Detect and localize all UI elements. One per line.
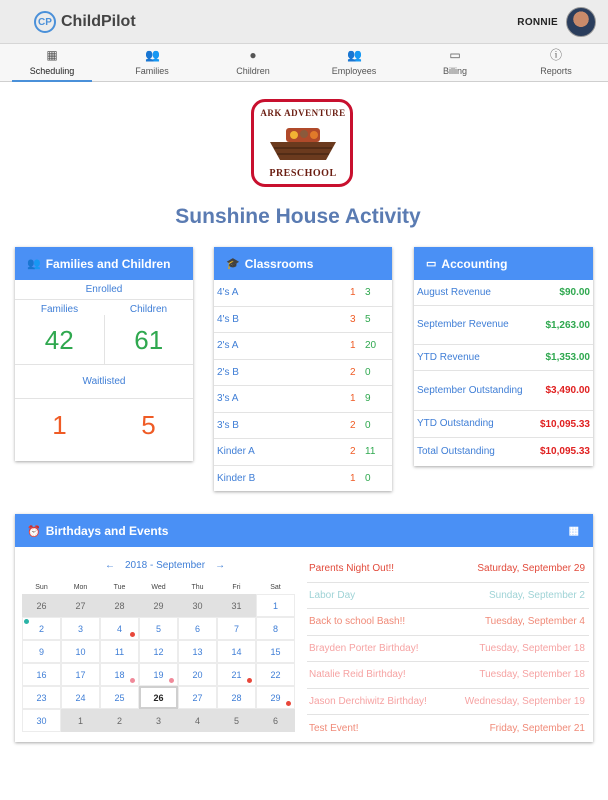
calendar-day-number: 5	[233, 715, 239, 726]
calendar-day[interactable]	[217, 663, 256, 686]
classroom-row[interactable]	[214, 333, 392, 360]
accounting-value: $10,095.33	[539, 446, 590, 457]
birthdays-events-card	[15, 514, 593, 742]
calendar-day[interactable]	[61, 686, 100, 709]
calendar-day-number: 24	[75, 692, 86, 703]
classroom-name[interactable]: 4's B	[217, 313, 239, 325]
event-row[interactable]	[307, 609, 589, 636]
event-row[interactable]	[307, 662, 589, 689]
waitlisted-children-count[interactable]: 5	[141, 410, 156, 440]
calendar-day-number: 23	[36, 692, 47, 703]
nav-families[interactable]	[102, 44, 202, 82]
calendar-day[interactable]	[22, 617, 61, 640]
classrooms-card-header	[214, 247, 392, 280]
calendar-day[interactable]	[178, 709, 217, 732]
calendar-day[interactable]	[256, 617, 295, 640]
calendar-day-number: 20	[192, 669, 203, 680]
accounting-row[interactable]	[414, 280, 593, 306]
prev-month-icon[interactable]: ←	[105, 560, 115, 571]
calendar-day-number: 18	[114, 669, 125, 680]
accounting-value: $1,263.00	[545, 319, 590, 331]
calendar-day-number: 5	[155, 623, 161, 634]
calendar-day-number: 19	[153, 669, 164, 680]
calendar-day[interactable]	[139, 709, 178, 732]
nav-employees[interactable]	[304, 44, 404, 82]
calendar-day[interactable]	[22, 594, 61, 617]
calendar-day-number: 1	[77, 715, 83, 726]
accounting-card-title: Accounting	[441, 256, 508, 271]
classroom-row[interactable]	[214, 280, 392, 307]
classroom-name[interactable]: Kinder A	[217, 446, 255, 458]
calendar-day-number: 15	[270, 646, 281, 657]
nav-label: Scheduling	[29, 66, 75, 76]
calendar-day-number: 25	[114, 692, 125, 703]
ark-icon	[266, 124, 340, 164]
event-row[interactable]	[307, 715, 589, 742]
top-bar	[0, 0, 608, 44]
calendar	[22, 580, 295, 732]
event-name: Brayden Porter Birthday!	[309, 642, 419, 654]
event-date: Tuesday, September 18	[479, 642, 585, 654]
event-name: Test Event!	[309, 722, 359, 734]
nav-label: Employees	[331, 66, 377, 76]
accounting-card-header	[414, 247, 593, 280]
accounting-label[interactable]: YTD Outstanding	[417, 418, 494, 429]
calendar-day[interactable]	[22, 640, 61, 663]
calendar-day[interactable]	[178, 663, 217, 686]
calendar-day-number: 10	[75, 646, 86, 657]
weekday-label: Wed	[151, 583, 166, 591]
classroom-name[interactable]: 2's B	[217, 366, 239, 378]
money-icon: ▭	[449, 48, 461, 62]
calendar-day-number: 16	[36, 669, 47, 680]
event-row[interactable]	[307, 689, 589, 716]
calendar-day-number: 28	[231, 692, 242, 703]
event-dot	[286, 701, 291, 706]
calendar-icon[interactable]: ▦	[568, 525, 579, 537]
calendar-day-today[interactable]	[139, 686, 178, 709]
calendar-day-number: 27	[75, 600, 86, 611]
classroom-count-b: 0	[365, 366, 371, 378]
calendar-day[interactable]	[178, 686, 217, 709]
event-dot	[247, 678, 252, 683]
accounting-row[interactable]	[414, 306, 593, 345]
classroom-name[interactable]: 4's A	[217, 287, 239, 299]
families-children-card	[15, 247, 193, 461]
calendar-day-number: 28	[114, 600, 125, 611]
accounting-value: $1,353.00	[545, 352, 590, 363]
event-row[interactable]	[307, 583, 589, 610]
calendar-day[interactable]	[61, 663, 100, 686]
calendar-day[interactable]	[256, 640, 295, 663]
calendar-day-number: 13	[192, 646, 203, 657]
user-menu[interactable]	[517, 7, 596, 37]
nav-label: Reports	[540, 66, 572, 76]
accounting-label[interactable]: Total Outstanding	[417, 445, 495, 457]
classroom-name[interactable]: Kinder B	[217, 473, 256, 485]
waitlisted-families-count[interactable]: 1	[52, 410, 67, 440]
event-name: Jason Derchiwitz Birthday!	[309, 695, 427, 707]
school-logo-bottom-text: PRESCHOOL	[269, 168, 337, 179]
calendar-day[interactable]	[178, 640, 217, 663]
calendar-month-label: 2018 - September	[125, 560, 206, 571]
classroom-count-b: 5	[365, 313, 371, 325]
accounting-label[interactable]: September Outstanding	[417, 384, 523, 396]
event-date: Friday, September 21	[489, 722, 585, 734]
nav-label: Families	[135, 66, 169, 76]
families-label: Families	[40, 304, 79, 315]
accounting-row[interactable]	[414, 438, 593, 465]
event-name: Natalie Reid Birthday!	[309, 669, 406, 681]
calendar-day-number: 3	[155, 715, 161, 726]
event-row[interactable]	[307, 556, 589, 583]
classroom-row[interactable]	[214, 386, 392, 413]
user-name: RONNIE	[517, 16, 558, 28]
calendar-day-number: 9	[38, 646, 44, 657]
event-dot	[130, 678, 135, 683]
classroom-count-a: 1	[350, 340, 356, 352]
calendar-day[interactable]	[178, 617, 217, 640]
calendar-day-number: 29	[270, 692, 281, 703]
calendar-day[interactable]	[139, 640, 178, 663]
calendar-day[interactable]	[217, 709, 256, 732]
nav-label: Billing	[442, 66, 467, 76]
classroom-count-a: 2	[350, 366, 356, 378]
event-name: Labor Day	[309, 589, 356, 601]
nav-scheduling[interactable]	[2, 44, 102, 82]
weekday-label: Thu	[191, 583, 204, 591]
calendar-day[interactable]	[256, 594, 295, 617]
classroom-count-a: 3	[350, 313, 356, 325]
families-card-title: Families and Children	[45, 256, 171, 271]
event-dot	[169, 678, 174, 683]
accounting-value: $90.00	[559, 287, 590, 298]
calendar-day-number: 3	[77, 623, 83, 634]
classroom-name[interactable]: 3's B	[217, 419, 239, 431]
children-label: Children	[129, 304, 168, 315]
calendar-day-number: 2	[38, 623, 44, 634]
event-row[interactable]	[307, 636, 589, 663]
accounting-row[interactable]	[414, 371, 593, 411]
calendar-day[interactable]	[217, 617, 256, 640]
calendar-day[interactable]	[61, 640, 100, 663]
classroom-row[interactable]	[214, 307, 392, 334]
families-count[interactable]: 42	[15, 315, 105, 364]
classroom-name[interactable]: 3's A	[217, 393, 239, 405]
nav-children[interactable]	[203, 44, 303, 82]
calendar-day[interactable]	[22, 709, 61, 732]
calendar-day[interactable]	[256, 709, 295, 732]
classroom-count-a: 1	[350, 287, 356, 299]
classroom-count-b: 3	[365, 287, 371, 299]
calendar-day-number: 29	[153, 600, 164, 611]
event-name: Parents Night Out!!	[309, 563, 395, 575]
enrolled-label: Enrolled	[15, 280, 193, 300]
accounting-value: $10,095.33	[539, 418, 590, 430]
nav-reports[interactable]	[506, 44, 606, 82]
weekday-label: Mon	[73, 583, 88, 591]
accounting-label[interactable]: August Revenue	[417, 286, 491, 298]
calendar-day-number: 6	[194, 623, 200, 634]
alarm-clock-icon: ⏰	[27, 525, 41, 538]
calendar-day-number: 14	[231, 646, 242, 657]
next-month-icon[interactable]: →	[215, 560, 226, 571]
nav-label: Children	[236, 66, 270, 76]
graduation-cap-icon: 🎓	[226, 258, 240, 270]
event-date: Tuesday, September 18	[479, 669, 585, 681]
classroom-row[interactable]	[214, 466, 392, 493]
accounting-row[interactable]	[414, 411, 593, 438]
classroom-count-a: 2	[350, 446, 356, 458]
classroom-row[interactable]	[214, 439, 392, 466]
calendar-day[interactable]	[22, 663, 61, 686]
classrooms-card-title: Classrooms	[244, 256, 314, 271]
school-logo	[251, 99, 353, 187]
main-nav	[0, 44, 608, 82]
birthdays-card-header	[15, 514, 593, 547]
calendar-header	[105, 560, 225, 571]
classroom-row[interactable]	[214, 360, 392, 387]
calendar-day[interactable]	[100, 686, 139, 709]
classroom-count-a: 1	[350, 473, 356, 485]
calendar-day[interactable]	[256, 663, 295, 686]
event-dot	[24, 619, 29, 624]
children-count[interactable]: 61	[134, 325, 164, 355]
calendar-day[interactable]	[139, 594, 178, 617]
calendar-day-number: 26	[153, 692, 164, 703]
calendar-day[interactable]	[100, 640, 139, 663]
calendar-day-number: 22	[270, 669, 281, 680]
classroom-count-b: 0	[365, 473, 371, 485]
weekday-label: Fri	[232, 583, 241, 591]
money-icon: ▭	[426, 258, 437, 270]
calendar-day-number: 27	[192, 692, 203, 703]
classroom-count-b: 0	[365, 419, 371, 431]
event-name: Back to school Bash!!	[309, 616, 406, 628]
calendar-day[interactable]	[61, 594, 100, 617]
classroom-count-b: 9	[365, 393, 371, 405]
calendar-day[interactable]	[139, 617, 178, 640]
person-icon: ●	[249, 48, 257, 62]
childpilot-logo-icon: CP	[34, 11, 56, 33]
nav-billing[interactable]	[405, 44, 505, 82]
calendar-day[interactable]	[178, 594, 217, 617]
classroom-count-b: 20	[365, 340, 377, 352]
classroom-count-b: 11	[365, 446, 376, 458]
calendar-day-number: 30	[192, 600, 203, 611]
school-logo-top-text: ARK ADVENTURE	[260, 108, 346, 118]
classroom-count-a: 1	[350, 393, 356, 405]
app-name: ChildPilot	[61, 13, 136, 30]
calendar-day[interactable]	[217, 640, 256, 663]
weekday-label: Tue	[113, 583, 126, 591]
event-date: Wednesday, September 19	[464, 695, 585, 707]
calendar-day[interactable]	[100, 594, 139, 617]
calendar-day-number: 26	[36, 600, 47, 611]
weekday-label: Sun	[35, 583, 48, 591]
calendar-day-number: 8	[272, 623, 278, 634]
accounting-row[interactable]	[414, 345, 593, 371]
weekday-label: Sat	[270, 583, 281, 591]
page-title: Sunshine House Activity	[175, 205, 421, 228]
classrooms-card	[214, 247, 392, 491]
avatar[interactable]	[566, 7, 596, 37]
calendar-day[interactable]	[100, 709, 139, 732]
classroom-count-a: 2	[350, 419, 356, 431]
calendar-day[interactable]	[256, 686, 295, 709]
calendar-day[interactable]	[22, 686, 61, 709]
app-logo[interactable]	[34, 11, 136, 33]
accounting-label[interactable]: September Revenue	[417, 319, 509, 330]
employees-icon: 👥	[347, 48, 362, 62]
calendar-day[interactable]	[61, 617, 100, 640]
calendar-day-number: 4	[194, 715, 200, 726]
accounting-card	[414, 247, 593, 466]
calendar-day[interactable]	[217, 594, 256, 617]
calendar-day-number: 11	[114, 646, 125, 657]
calendar-day-number: 1	[272, 600, 278, 611]
event-date: Saturday, September 29	[477, 563, 585, 575]
event-date: Sunday, September 2	[489, 589, 585, 601]
families-card-header	[15, 247, 193, 280]
calendar-day[interactable]	[217, 686, 256, 709]
event-date: Tuesday, September 4	[484, 616, 585, 628]
calendar-day-number: 21	[231, 669, 242, 680]
calendar-day-number: 4	[116, 623, 122, 634]
people-icon: 👥	[145, 48, 160, 62]
event-dot	[130, 632, 135, 637]
events-list	[307, 556, 589, 742]
accounting-value: $3,490.00	[545, 385, 590, 396]
calendar-day-number: 31	[231, 600, 242, 611]
waitlisted-label: Waitlisted	[15, 365, 193, 399]
calendar-day-number: 7	[233, 623, 239, 634]
calendar-day[interactable]	[100, 663, 139, 686]
calendar-day[interactable]	[100, 617, 139, 640]
accounting-label[interactable]: YTD Revenue	[417, 351, 480, 363]
birthdays-card-title: Birthdays and Events	[45, 523, 169, 538]
calendar-day[interactable]	[139, 663, 178, 686]
calendar-icon: ▦	[46, 48, 58, 62]
calendar-day-number: 12	[153, 646, 164, 657]
calendar-day-number: 6	[272, 715, 278, 726]
calendar-day-number: 17	[75, 669, 86, 680]
classroom-row[interactable]	[214, 413, 392, 440]
calendar-day[interactable]	[61, 709, 100, 732]
info-icon: ⓘ	[549, 48, 562, 62]
calendar-day-number: 30	[36, 715, 47, 726]
people-icon: 👥	[27, 258, 41, 270]
calendar-day-number: 2	[116, 715, 122, 726]
classroom-name[interactable]: 2's A	[217, 340, 239, 352]
